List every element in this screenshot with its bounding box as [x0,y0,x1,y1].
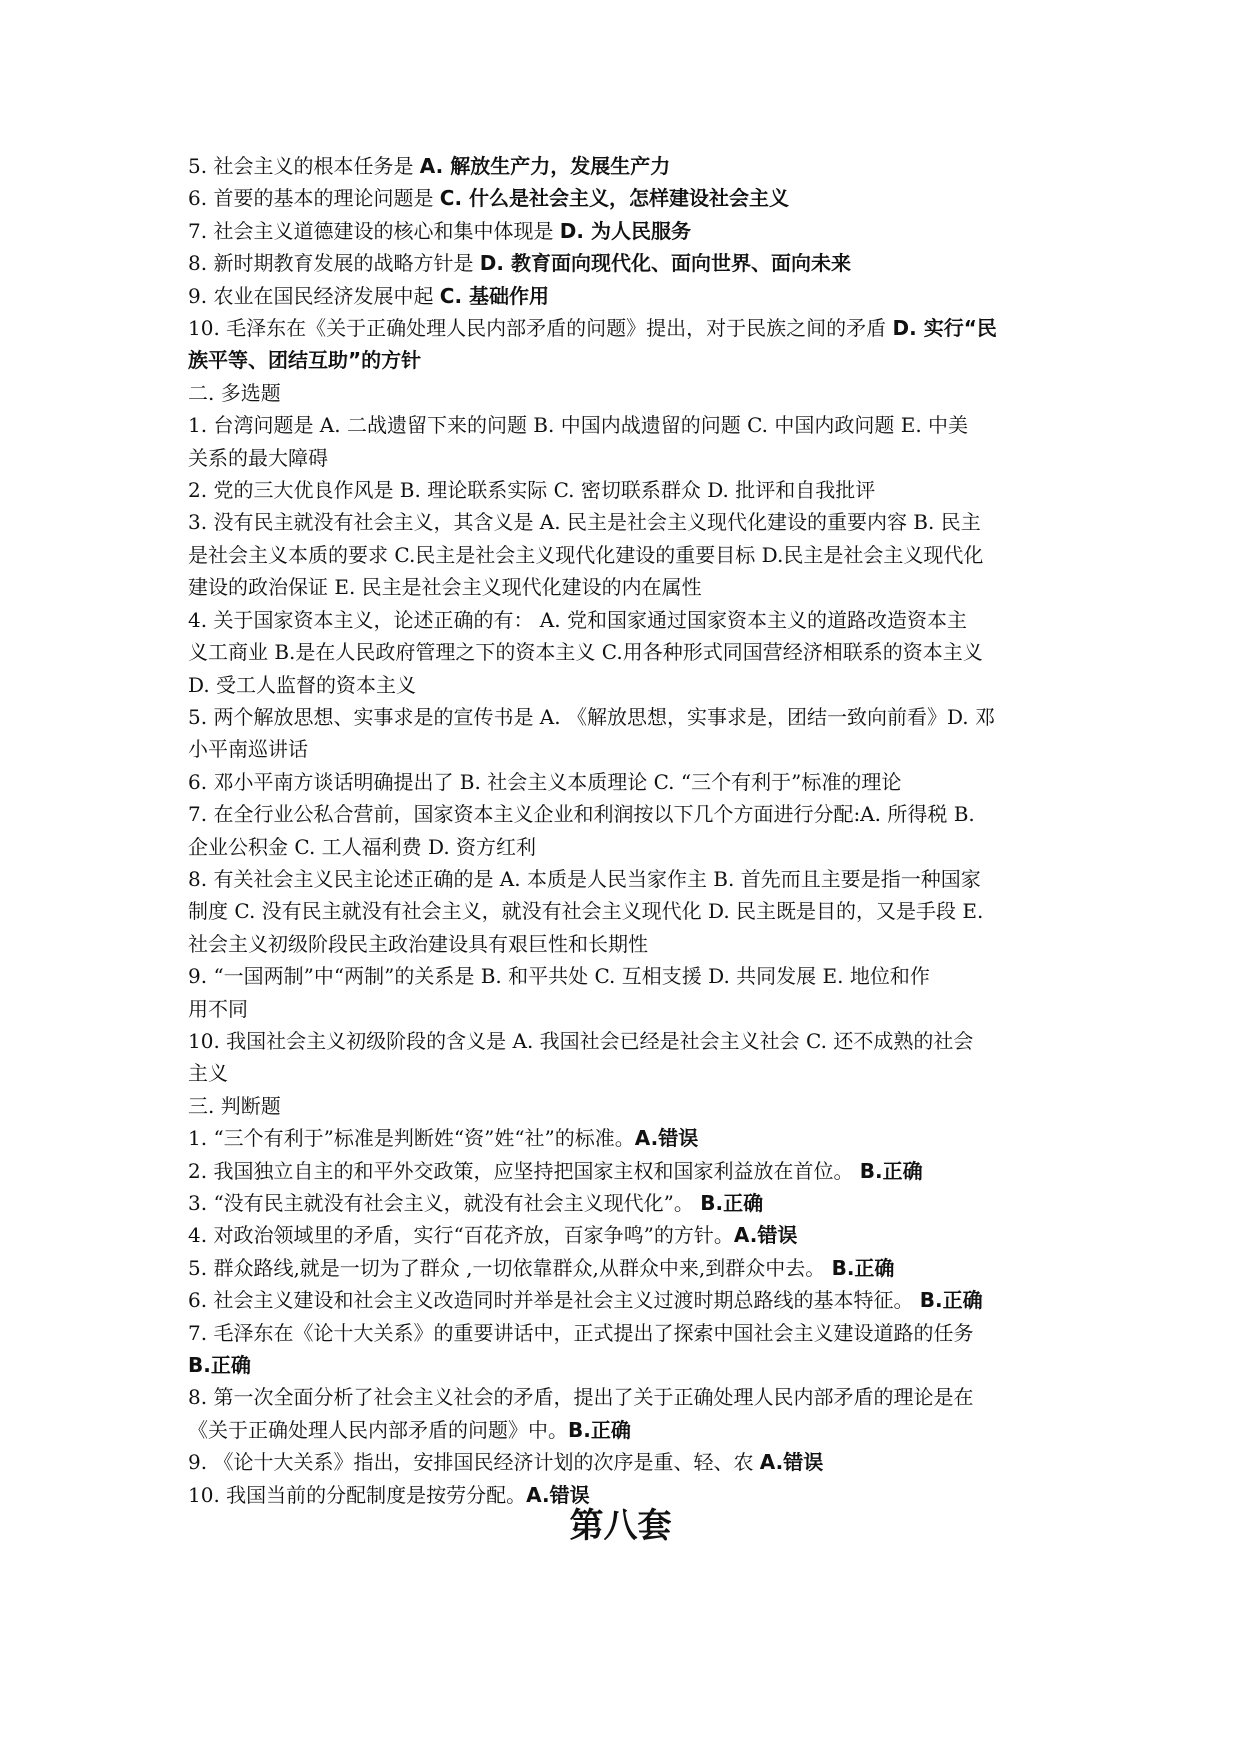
question-text: 《关于正确处理人民内部矛盾的问题》中。 [188,1417,568,1442]
question-text: 3. “没有民主就没有社会主义，就没有社会主义现代化”。 [188,1191,701,1215]
document-body [188,150,1068,1511]
question-line [188,215,1068,247]
question-line [188,150,1068,182]
question-line [188,1219,1068,1251]
question-line: 建设的政治保证 E. 民主是社会主义现代化建设的内在属性 [188,575,702,600]
question-line [188,1381,1068,1413]
answer-text: D. 为人民服务 [559,218,691,243]
question-line [188,1187,1068,1219]
question-line [188,312,1068,344]
answer-text: B.正确 [831,1255,895,1280]
question-line: D. 受工人监督的资本主义 [188,672,417,697]
answer-text: B.正确 [568,1417,631,1442]
question-text: 10. 毛泽东在《关于正确处理人民内部矛盾的问题》提出，对于民族之间的矛盾 [188,316,893,341]
question-text: 4. 对政治领域里的矛盾，实行“百花齐放，百家争鸣”的方针。 [188,1223,734,1248]
question-line: 义工商业 B.是在人民政府管理之下的资本主义 C.用各种形式同国营经济相联系的资本主义 [188,640,983,665]
question-line [188,1122,1068,1154]
question-line: 6. 邓小平南方谈话明确提出了 B. 社会主义本质理论 C. “三个有利于”标准的理论 [188,769,902,794]
question-text: 5. 社会主义的根本任务是 [188,154,420,178]
next-set-title: 第八套 [569,1506,672,1546]
question-line: 企业公积金 C. 工人福利费 D. 资方红利 [188,834,537,859]
question-line: 关系的最大障碍 [188,445,328,470]
question-line: 8. 有关社会主义民主论述正确的是 A. 本质是人民当家作主 B. 首先而且主要是指一种国家 [188,866,981,891]
question-line: 2. 党的三大优良作风是 B. 理论联系实际 C. 密切联系群众 D. 批评和自我批评 [188,478,876,503]
question-line [188,1317,1068,1349]
question-text: 5. 群众路线,就是一切为了群众 ,一切依靠群众,从群众中来,到群众中去。 [188,1255,832,1280]
question-line: 用不同 [188,996,248,1021]
question-text: 7. 毛泽东在《论十大关系》的重要讲话中，正式提出了探索中国社会主义建设道路的任务 [188,1320,974,1345]
question-line: 9. “一国两制”中“两制”的关系是 B. 和平共处 C. 互相支援 D. 共同发展 E. 地位和作 [188,964,930,989]
question-text: 7. 社会主义道德建设的核心和集中体现是 [188,218,560,243]
question-line: 7. 在全行业公私合营前，国家资本主义企业和利润按以下几个方面进行分配:A. 所得税 B. [188,802,975,827]
question-text: 10. 我国当前的分配制度是按劳分配。 [188,1482,527,1507]
multi-choice-answers [188,409,1068,1090]
question-line: 是社会主义本质的要求 C.民主是社会主义现代化建设的重要目标 D.民主是社会主义现代化 [188,542,984,567]
question-text: 8. 第一次全面分析了社会主义社会的矛盾，提出了关于正确处理人民内部矛盾的理论是在 [188,1385,974,1410]
question-line [188,1155,1068,1187]
question-line [188,1349,1068,1381]
question-line [188,280,1068,312]
question-line [188,182,1068,214]
answer-text: B.正确 [188,1353,251,1378]
question-text: 9. 农业在国民经济发展中起 [188,283,440,308]
question-line [188,247,1068,279]
question-text: 8. 新时期教育发展的战略方针是 [188,251,480,276]
question-text: 9. 《论十大关系》指出，安排国民经济计划的次序是重、轻、农 [188,1450,760,1475]
question-line [188,344,1068,376]
question-line: 3. 没有民主就没有社会主义，其含义是 A. 民主是社会主义现代化建设的重要内容 B. 民主 [188,510,981,535]
answer-text: A.错误 [733,1223,798,1248]
question-line: 社会主义初级阶段民主政治建设具有艰巨性和长期性 [188,931,648,956]
answer-text: A.错误 [759,1450,824,1475]
question-line: 主义 [188,1061,228,1086]
question-line: 小平南巡讲话 [188,737,308,762]
question-line: 制度 C. 没有民主就没有社会主义，就没有社会主义现代化 D. 民主既是目的，又是手段 E. [188,899,984,924]
answer-text: C. 基础作用 [439,283,550,308]
answer-text: D. 教育面向现代化、面向世界、面向未来 [479,251,851,276]
question-text: 1. “三个有利于”标准是判断姓“资”姓“社”的标准。 [188,1126,635,1151]
answer-text: B.正确 [700,1191,764,1215]
answer-text: B.正确 [859,1158,923,1183]
question-line [188,1446,1068,1478]
answer-text: A. 解放生产力，发展生产力 [419,154,671,178]
question-text: 6. 社会主义建设和社会主义改造同时并举是社会主义过渡时期总路线的基本特征。 [188,1288,920,1313]
true-false-answers [188,1122,1068,1511]
question-line [188,1252,1068,1284]
section-heading-true-false: 三. 判断题 [188,1093,281,1118]
answer-text: D. 实行“民 [892,316,997,341]
question-line [188,1414,1068,1446]
section-heading-multi-choice: 二. 多选题 [188,380,281,405]
question-line: 1. 台湾问题是 A. 二战遗留下来的问题 B. 中国内战遗留的问题 C. 中国内政问题 E. 中美 [188,413,969,438]
answer-text: 族平等、团结互助”的方针 [188,348,422,373]
question-line [188,1284,1068,1316]
answer-text: A.错误 [634,1126,699,1151]
question-text: 2. 我国独立自主的和平外交政策，应坚持把国家主权和国家利益放在首位。 [188,1158,860,1183]
question-line: 5. 两个解放思想、实事求是的宣传书是 A. 《解放思想，实事求是，团结一致向前看》D. 邓 [188,704,995,729]
answer-text: A.错误 [526,1482,590,1507]
single-choice-answers [188,150,1068,377]
answer-text: B.正确 [919,1288,983,1313]
question-line: 10. 我国社会主义初级阶段的含义是 A. 我国社会已经是社会主义社会 C. 还不成熟的社会 [188,1028,974,1053]
question-text: 6. 首要的基本的理论问题是 [188,186,440,211]
question-line: 4. 关于国家资本主义，论述正确的有： A. 党和国家通过国家资本主义的道路改造资本主 [188,607,967,632]
answer-text: C. 什么是社会主义，怎样建设社会主义 [439,186,790,211]
